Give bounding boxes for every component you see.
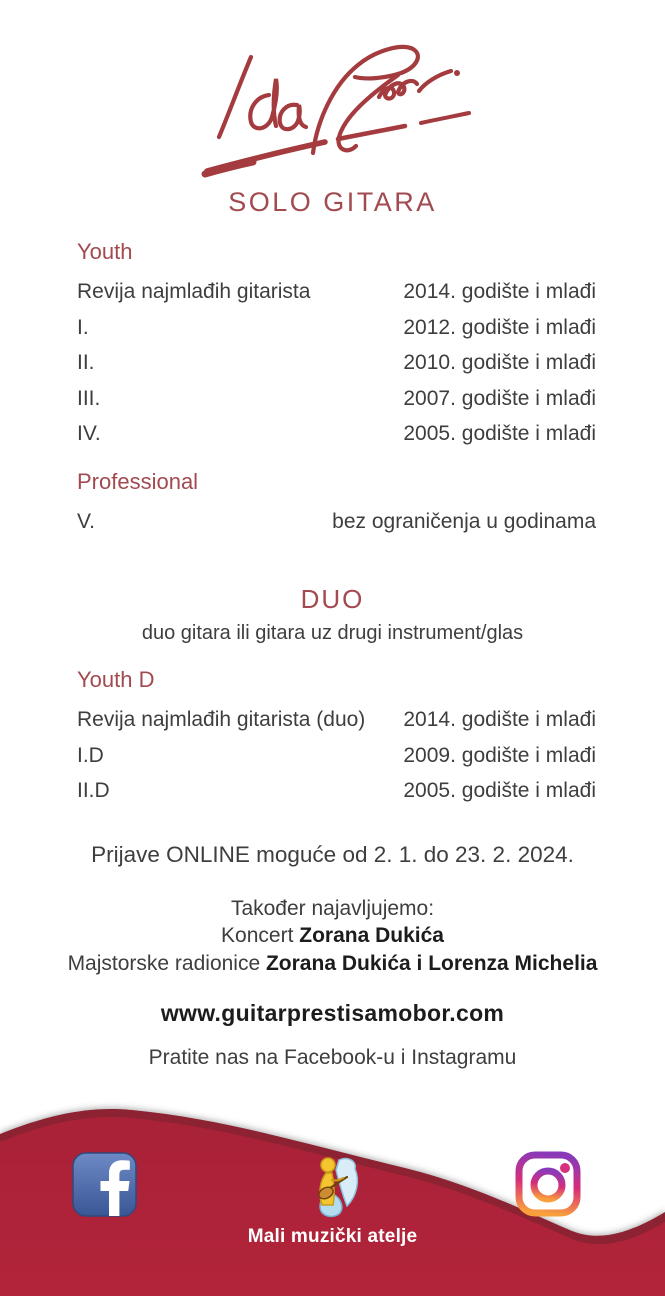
category-row (77, 738, 596, 774)
page-title: SOLO GITARA (228, 187, 437, 217)
website-link[interactable]: www.guitarprestisamobor.com (160, 1000, 505, 1026)
category-age-limit: 2009. godište i mlađi (403, 743, 596, 767)
duo-categories-section (77, 667, 596, 809)
category-label: IV. (77, 422, 101, 445)
category-row (77, 274, 596, 310)
section-heading-youth: Youth (77, 239, 133, 264)
footer-band (0, 1090, 665, 1296)
category-label: Revija najmlađih gitarista (77, 280, 311, 303)
announcements (0, 895, 665, 977)
concert-artist: Zorana Dukića (299, 924, 444, 948)
workshops-line (0, 950, 665, 977)
category-label: I.D (77, 743, 104, 767)
ida-presti-signature-logo (193, 33, 473, 178)
category-age-limit: bez ograničenja u godinama (332, 509, 596, 533)
category-label: II.D (77, 779, 110, 802)
social-follow-text: Pratite nas na Facebook-u i Instagramu (148, 1046, 517, 1069)
category-age-limit: 2007. godište i mlađi (403, 386, 596, 410)
duo-subtitle: duo gitara ili gitara uz drugi instrument/glas (141, 622, 524, 644)
category-row (77, 310, 596, 346)
instagram-icon[interactable] (514, 1150, 582, 1218)
category-label: II. (77, 351, 95, 374)
category-label: III. (77, 386, 101, 410)
workshops-prefix: Majstorske radionice (67, 951, 266, 975)
duo-title: DUO (300, 584, 365, 614)
facebook-icon[interactable] (72, 1152, 137, 1217)
category-row (77, 416, 596, 452)
signature-icon (193, 33, 473, 178)
category-label: V. (77, 509, 95, 533)
category-row (77, 773, 596, 809)
footer-brand-name: Mali muzički atelje (247, 1226, 418, 1247)
section-heading-youth-d: Youth D (77, 667, 155, 692)
concert-prefix: Koncert (221, 924, 300, 948)
workshops-artists: Zorana Dukića i Lorenza Michelia (265, 951, 598, 975)
category-age-limit: 2005. godište i mlađi (403, 779, 596, 802)
category-age-limit: 2014. godište i mlađi (403, 280, 596, 303)
section-heading-professional: Professional (77, 468, 199, 494)
category-row (77, 381, 596, 417)
category-age-limit: 2010. godište i mlađi (403, 351, 596, 374)
category-label: I. (77, 315, 89, 339)
angel-guitarist-mascot-icon (305, 1156, 361, 1218)
category-label: Revija najmlađih gitarista (duo) (77, 708, 366, 731)
category-row (77, 504, 596, 540)
announcement-heading: Također najavljujemo: (230, 897, 435, 920)
category-row (77, 702, 596, 738)
solo-categories-section (77, 239, 596, 539)
category-row (77, 345, 596, 381)
category-age-limit: 2012. godište i mlađi (403, 315, 596, 339)
concert-line (0, 922, 665, 949)
category-age-limit: 2005. godište i mlađi (403, 422, 596, 445)
registration-info: Prijave ONLINE moguće od 2. 1. do 23. 2. 2024. (91, 842, 574, 867)
category-age-limit: 2014. godište i mlađi (403, 708, 596, 731)
